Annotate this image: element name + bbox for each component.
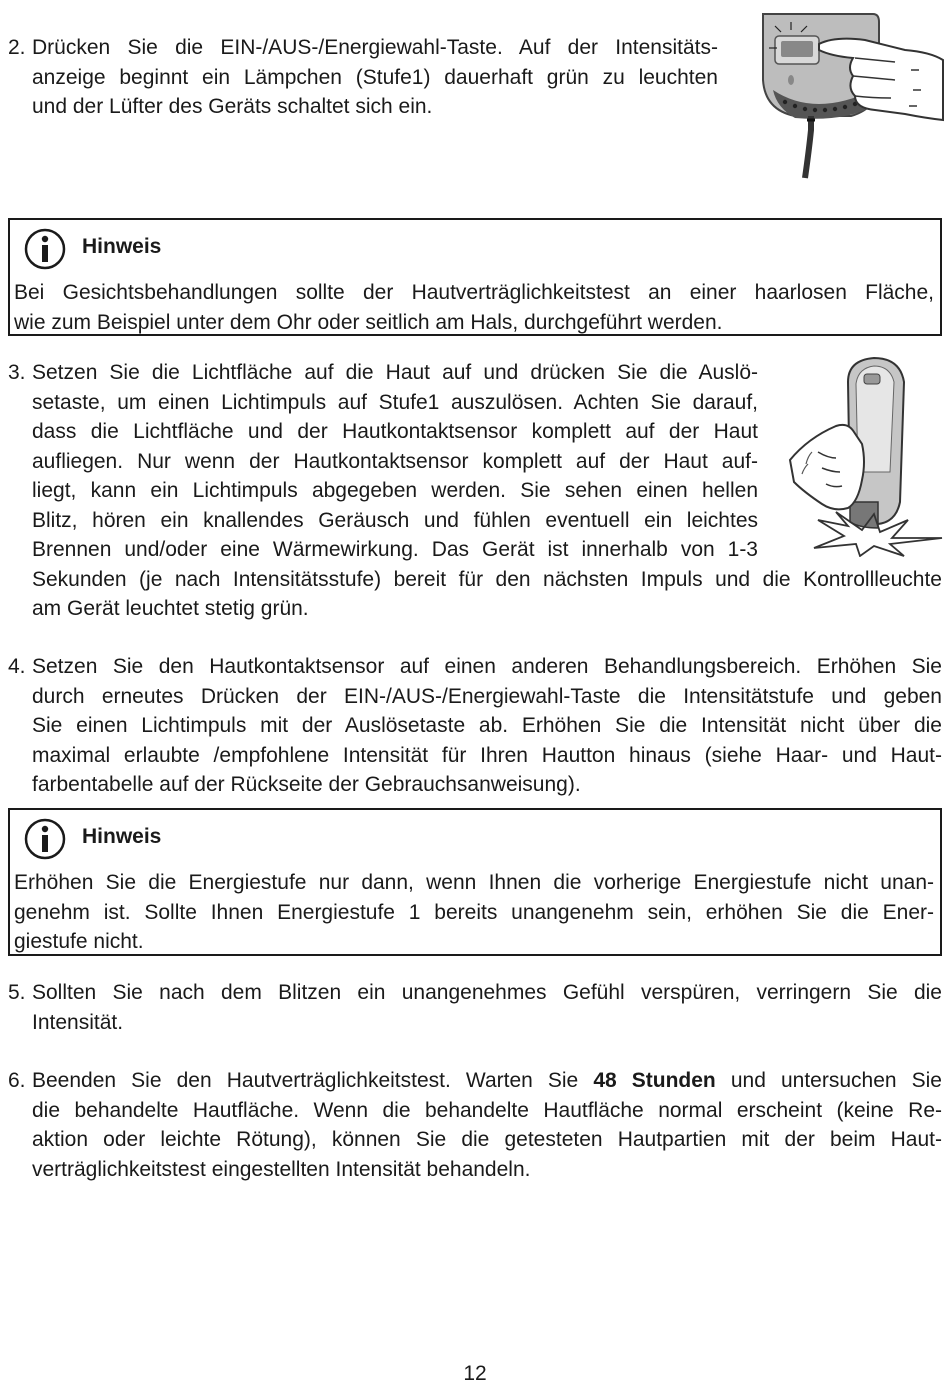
text-line: Sekunden (je nach Intensitätsstufe) bereit für den nächsten Impuls und die Kontrollleuchte — [32, 567, 942, 591]
text-line: verträglichkeitstest eingestellten Intensität behandeln. — [32, 1157, 531, 1181]
text-run: und untersuchen Sie — [715, 1069, 942, 1092]
text-line: Bei Gesichtsbehandlungen sollte der Hautverträglichkeitstest an einer haarlosen Fläche, — [14, 281, 934, 304]
text-line: wie zum Beispiel unter dem Ohr oder seitlich am Hals, durchgeführt werden. — [14, 310, 723, 334]
step-number: 3. — [8, 361, 26, 384]
bold-duration: 48 Stunden — [593, 1069, 716, 1092]
text-line: maximal erlaubte /empfohlene Intensität für Ihren Hautton hinaus (siehe Haar- und Haut- — [32, 743, 942, 767]
text-line: aktion oder leichte Rötung), können Sie die getesteten Hautpartien mit der beim Haut- — [32, 1128, 942, 1151]
step-number: 5. — [8, 981, 26, 1004]
text-line: Erhöhen Sie die Energiestufe nur dann, wenn Ihnen die vorherige Energiestufe nicht unan- — [14, 871, 934, 894]
text-line: Blitz, hören ein knallendes Geräusch und fühlen eventuell ein leichtes — [32, 508, 758, 532]
text-line: setaste, um einen Lichtimpuls auf Stufe1 auszulösen. Achten Sie darauf, — [32, 390, 758, 414]
text-line: Sie einen Lichtimpuls mit der Auslösetaste ab. Erhöhen Sie die Intensität nicht über die — [32, 714, 942, 737]
text-line: am Gerät leuchtet stetig grün. — [32, 597, 309, 620]
text-line: Intensität. — [32, 1010, 124, 1034]
text-line: farbentabelle auf der Rückseite der Gebrauchsanweisung). — [32, 773, 581, 796]
note-title: Hinweis — [82, 825, 162, 848]
text-line: genehm ist. Sollte Ihnen Energiestufe 1 bereits unangenehm sein, erhöhen Sie die Ener- — [14, 900, 934, 924]
text-line: durch erneutes Drücken der EIN-/AUS-/Energiewahl-Taste die Intensitätstufe und geben — [32, 684, 942, 708]
text-line: die behandelte Hautfläche. Wenn die behandelte Hautfläche normal erscheint (keine Re- — [32, 1098, 942, 1122]
text-line: und der Lüfter des Geräts schaltet sich ein. — [32, 95, 433, 118]
text-line: liegt, kann ein Lichtimpuls abgegeben werden. Sie sehen einen hellen — [32, 479, 758, 502]
text-line: Setzen Sie den Hautkontaktsensor auf einen anderen Behandlungsbereich. Erhöhen Sie — [32, 655, 942, 678]
text-run: Beenden Sie den Hautverträglichkeitstest. Warten Sie — [32, 1069, 594, 1092]
text-line: Drücken Sie die EIN-/AUS-/Energiewahl-Taste. Auf der Intensitäts- — [32, 36, 718, 59]
step-number: 4. — [8, 655, 26, 678]
text-line: anzeige beginnt ein Lämpchen (Stufe1) dauerhaft grün zu leuchten — [32, 65, 718, 89]
page-number: 12 — [463, 1362, 487, 1385]
text-line — [32, 1066, 942, 1096]
text-line: dass die Lichtfläche und der Hautkontaktsensor komplett auf der Haut — [32, 420, 758, 443]
note-box — [8, 808, 942, 956]
text-line: aufliegen. Nur wenn der Hautkontaktsensor komplett auf der Haut auf- — [32, 449, 758, 473]
device-on-skin-illustration — [778, 352, 946, 557]
info-icon — [24, 228, 66, 270]
text-line: Sollten Sie nach dem Blitzen ein unangenehmes Gefühl verspüren, verringern Sie die — [32, 981, 942, 1004]
note-box — [8, 218, 942, 336]
text-line: Brennen und/oder eine Wärmewirkung. Das Gerät ist innerhalb von 1-3 — [32, 538, 758, 561]
step-number: 2. — [8, 36, 26, 59]
step-number: 6. — [8, 1069, 26, 1092]
info-icon — [24, 818, 66, 860]
text-line: giestufe nicht. — [14, 930, 144, 953]
note-title: Hinweis — [82, 235, 162, 258]
text-line: Setzen Sie die Lichtfläche auf die Haut auf und drücken Sie die Auslö- — [32, 361, 758, 384]
device-button-illustration — [755, 10, 945, 180]
